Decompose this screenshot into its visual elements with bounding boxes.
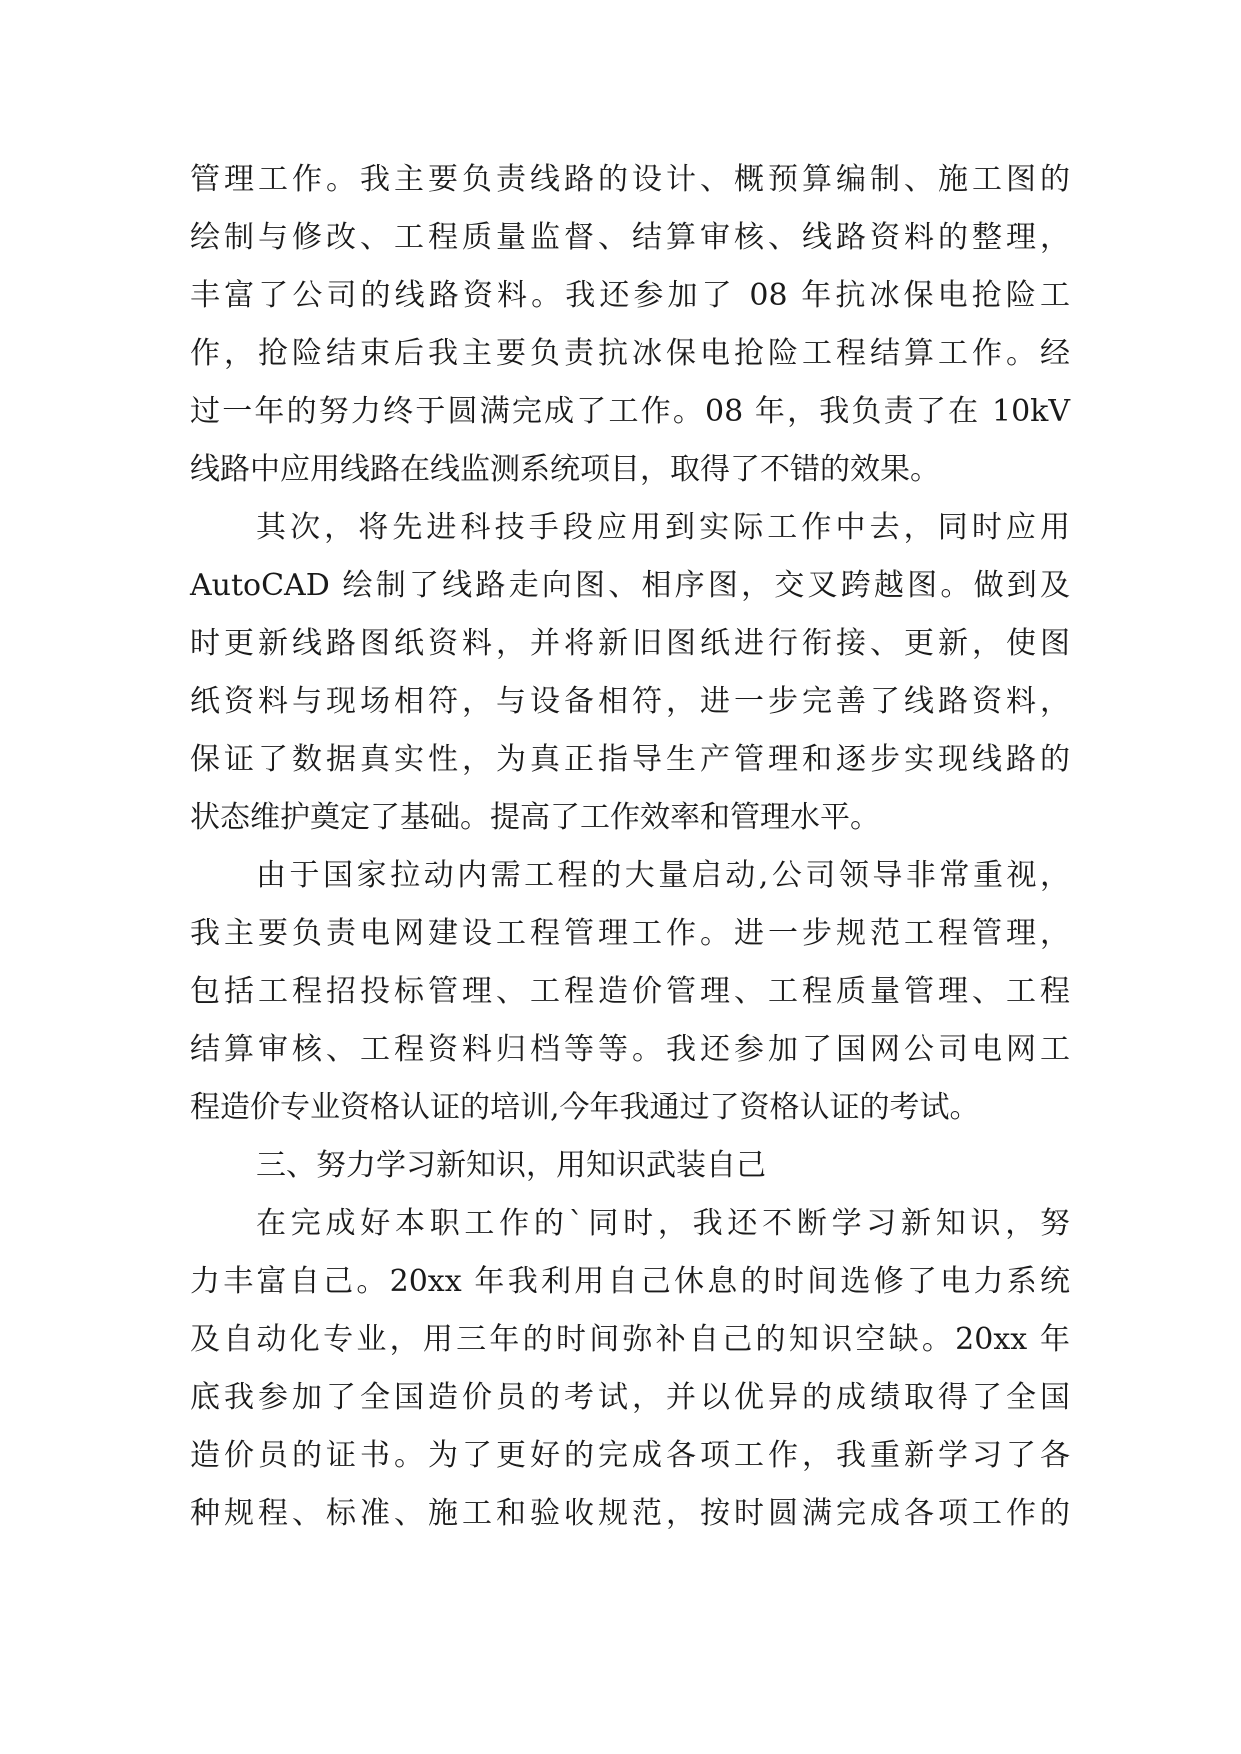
text-line: 我主要负责电网建设工程管理工作。进一步规范工程管理， [190,916,1070,951]
text-line: AutoCAD 绘制了线路走向图、相序图，交叉跨越图。做到及 [190,568,1070,603]
text-line: 绘制与修改、工程质量监督、结算审核、线路资料的整理， [190,220,1070,255]
text-line: 底我参加了全国造价员的考试，并以优异的成绩取得了全国 [190,1380,1070,1415]
text-line: 程造价专业资格认证的培训,今年我通过了资格认证的考试。 [190,1090,980,1125]
text-line: 及自动化专业，用三年的时间弥补自己的知识空缺。20xx 年 [190,1322,1070,1357]
text-line: 力丰富自己。20xx 年我利用自己休息的时间选修了电力系统 [190,1264,1070,1299]
text-line: 管理工作。我主要负责线路的设计、概预算编制、施工图的 [190,162,1070,197]
text-line: 状态维护奠定了基础。提高了工作效率和管理水平。 [190,800,880,835]
text-line: 种规程、标准、施工和验收规范，按时圆满完成各项工作的 [190,1496,1070,1531]
text-line: 由于国家拉动内需工程的大量启动,公司领导非常重视， [256,858,1070,893]
text-line: 线路中应用线路在线监测系统项目，取得了不错的效果。 [190,452,940,487]
text-line: 保证了数据真实性，为真正指导生产管理和逐步实现线路的 [190,742,1070,777]
text-line: 包括工程招投标管理、工程造价管理、工程质量管理、工程 [190,974,1070,1009]
text-line: 结算审核、工程资料归档等等。我还参加了国网公司电网工 [190,1032,1070,1067]
text-line: 三、努力学习新知识，用知识武装自己 [256,1148,766,1183]
text-line: 丰富了公司的线路资料。我还参加了 08 年抗冰保电抢险工 [190,278,1070,313]
text-line: 时更新线路图纸资料，并将新旧图纸进行衔接、更新，使图 [190,626,1070,661]
text-line: 其次，将先进科技手段应用到实际工作中去，同时应用 [256,510,1070,545]
text-line: 纸资料与现场相符，与设备相符，进一步完善了线路资料， [190,684,1070,719]
text-line: 过一年的努力终于圆满完成了工作。08 年，我负责了在 10kV [190,394,1070,429]
text-line: 造价员的证书。为了更好的完成各项工作，我重新学习了各 [190,1438,1070,1473]
text-line: 作，抢险结束后我主要负责抗冰保电抢险工程结算工作。经 [190,336,1070,371]
body-text [190,151,1070,1543]
text-line: 在完成好本职工作的`同时，我还不断学习新知识，努 [256,1206,1070,1241]
